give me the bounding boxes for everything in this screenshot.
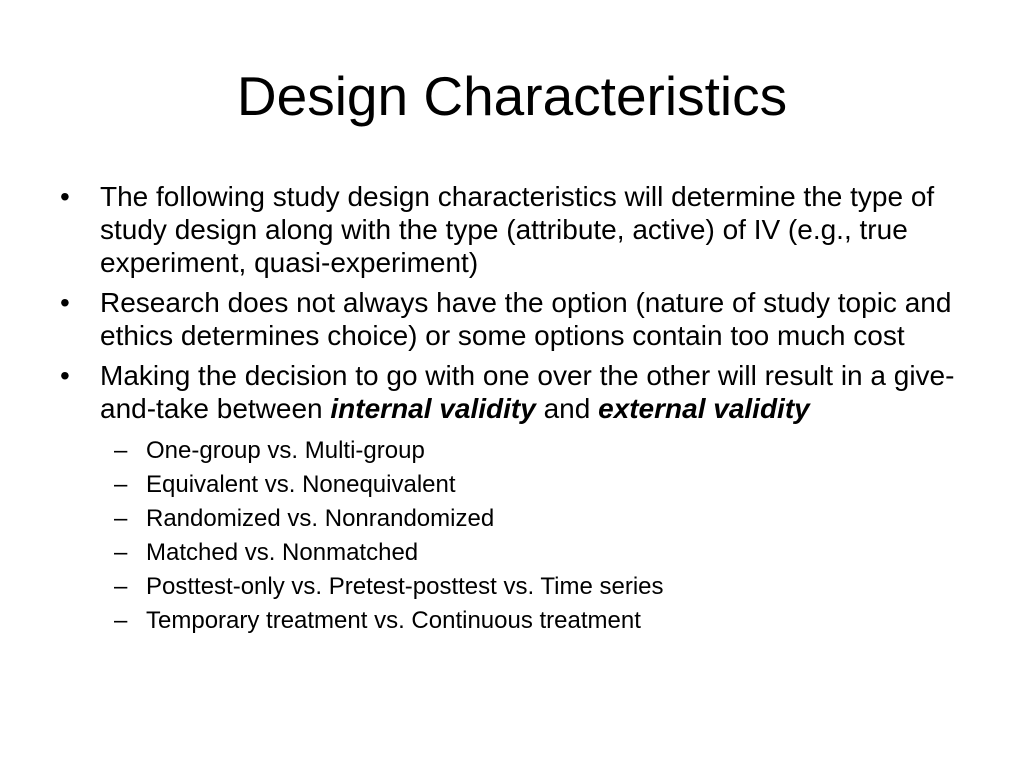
sub-bullet-marker: – xyxy=(114,437,128,464)
internal-validity-emphasis: internal validity xyxy=(330,393,536,424)
sub-bullet-item xyxy=(58,607,978,635)
sub-bullet-item xyxy=(58,471,978,499)
sub-bullet-text: Posttest-only vs. Pretest-posttest vs. Time series xyxy=(146,573,664,600)
sub-bullet-list xyxy=(58,437,978,635)
sub-bullet-item xyxy=(58,505,978,533)
sub-bullet-marker: – xyxy=(114,505,128,532)
bullet-text: Research does not always have the option (nature of study topic and ethics determines choice) or some options contain too much cost xyxy=(100,287,952,351)
sub-bullet-text: One-group vs. Multi-group xyxy=(146,437,425,464)
bullet-item xyxy=(58,180,978,279)
sub-bullet-text: Temporary treatment vs. Continuous treatment xyxy=(146,607,641,634)
sub-bullet-marker: – xyxy=(114,573,128,600)
bullet-text-start: Making the decision to go with one over the other will result in a give-and-take between xyxy=(100,360,955,424)
sub-bullet-item xyxy=(58,539,978,567)
bullet-marker: • xyxy=(60,287,70,318)
sub-bullet-marker: – xyxy=(114,607,128,634)
bullet-marker: • xyxy=(60,181,70,212)
slide-title: Design Characteristics xyxy=(236,65,788,127)
external-validity-emphasis: external validity xyxy=(598,393,810,424)
sub-bullet-item xyxy=(58,437,978,465)
sub-bullet-marker: – xyxy=(114,539,128,566)
bullet-marker: • xyxy=(60,360,70,391)
slide-body xyxy=(58,180,978,641)
sub-bullet-text: Equivalent vs. Nonequivalent xyxy=(146,471,456,498)
bullet-text-middle: and xyxy=(535,393,599,424)
sub-bullet-text: Matched vs. Nonmatched xyxy=(146,539,419,566)
bullet-item xyxy=(58,286,978,352)
sub-bullet-item xyxy=(58,573,978,601)
sub-bullet-text: Randomized vs. Nonrandomized xyxy=(146,505,495,532)
sub-bullet-marker: – xyxy=(114,471,128,498)
bullet-item xyxy=(58,359,978,425)
bullet-text: The following study design characteristics will determine the type of study design along with the type (attribute, active) of IV (e.g., true experiment, quasi-experiment) xyxy=(100,181,935,278)
